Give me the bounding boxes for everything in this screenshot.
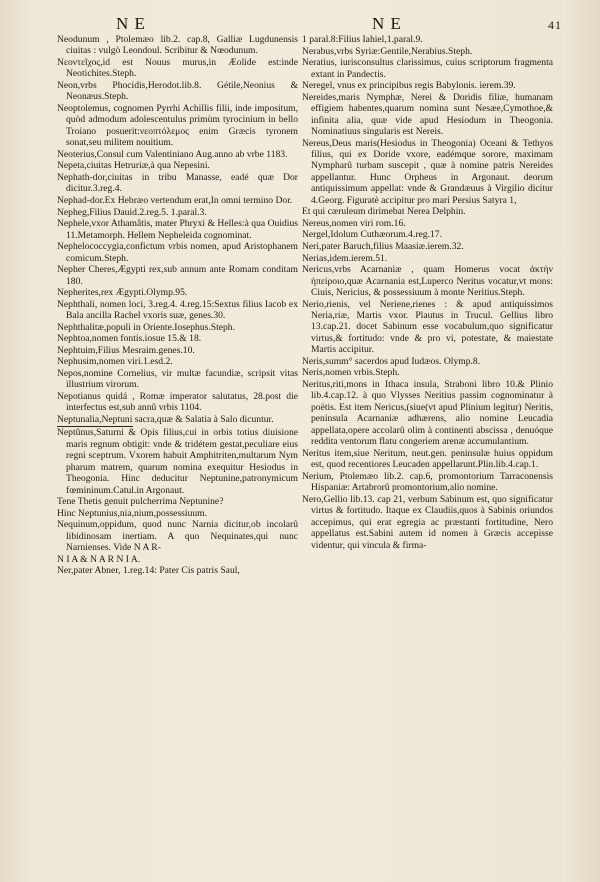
- dictionary-entry: Neris,summ° sacerdos apud Iudæos. Olymp.8.: [302, 355, 481, 367]
- dictionary-entry: Nephad-dor.Ex Hebræo vertendum erat,In omni termino Dor.: [57, 195, 293, 206]
- dictionary-entry: Hinc Neptunius,nia,nium,possessiuum.: [57, 507, 208, 519]
- dictionary-entry: Neoterius,Consul cum Valentiniano Aug.anno ab vrbe 1183.: [57, 148, 288, 160]
- dictionary-entry: Neritus item,siue Neritum, neut.gen. peninsulæ huius oppidum est, quod recentiores Leucaden appellarunt.Plin.lib.4.cap.1.: [302, 447, 553, 471]
- dictionary-entry: Neri,pater Baruch,filius Maasiæ.ierem.32.: [302, 241, 464, 252]
- dictionary-entry: Nephthali, nomen loci, 3.reg.4. 4.reg.15:Sextus filius Iacob ex Bala ancilla Rachel vxoris suæ, genes.30.: [57, 298, 298, 322]
- dictionary-entry: Et qui cæruleum dirimebat Nerea Delphin.: [302, 206, 466, 218]
- dictionary-entry: Tene Thetis genuit pulcherrima Neptunine?: [57, 496, 224, 508]
- dictionary-entry: Neris,nomen vrbis.Steph.: [302, 367, 400, 379]
- dictionary-entry: Nepotianus quidá , Romæ imperator salutatus, 28.post die interfectus est,sub annû vrbis 1104.: [57, 390, 298, 414]
- dictionary-entry: Nephele,vxor Athamâtis, mater Phryxi & Helles:à qua Ouidius 11.Metamorph. Hellem Nepheleida cognominat.: [57, 218, 298, 241]
- dictionary-entry: Neregel, vnus ex principibus regis Babylonis. ierem.39.: [302, 80, 516, 92]
- dictionary-entry: Nericus,vrbs Acarnaniæ , quam Homerus vocat ἀκτὴν ἠπείροιο,quæ Acarnania est,Luperco Neritus vocatur,vt mons: Ciuis, Nericius, & possessiuum à monte Neritius.Steph.: [302, 264, 553, 298]
- dictionary-entry: Nerabus,vrbs Syriæ:Gentile,Nerabius.Steph.: [302, 45, 473, 57]
- dictionary-entry: Nereus,nomen viri rom.16.: [302, 217, 406, 229]
- dictionary-entry: Nerias,idem.ierem.51.: [302, 252, 388, 264]
- running-header: [0, 6, 600, 33]
- dictionary-entry: Nerium, Ptolemæo lib.2. cap.6, promontorium Tarraconensis Hispaniæ: Artabrorû promontorium,alio nomine.: [302, 470, 553, 494]
- dictionary-entry: Neptûnus,Saturni & Opis filius,cui in orbis totius diuisione maris regnum obtigit: vnde & tridétem gestat,peculiare eius regni sceptrum. Vxorem habuit Amphitriten,multarum Nym pharum matrem, quarum nomina exequitur Hesiodus in Theogonia. Hinc deducitur Neptunine,patronymicum fœmininum.Catul.in Argonaut.: [57, 427, 298, 496]
- dictionary-entry: 1 paral.8:Filius Iahiel,1.paral.9.: [302, 34, 423, 45]
- dictionary-entry: Neodunum , Ptolemæo lib.2. cap.8, Galliæ Lugdunensis ciuitas : vulgò Leondoul. Scribitur & Nœodunum.: [57, 34, 298, 57]
- dictionary-entry: Nephelococcygia,confictum vrbis nomen, apud Aristophanem comicum.Steph.: [57, 241, 298, 264]
- dictionary-entry: Nephath-dor,ciuitas in tribu Manasse, eadé quæ Dor dicitur.3.reg.4.: [57, 172, 298, 195]
- dictionary-entry: N I A & N A R N I A.: [57, 553, 141, 565]
- dictionary-entry: Nephtoa,nomen fontis.iosue 15.& 18.: [57, 333, 202, 345]
- dictionary-entry: Neptunalia,Neptuni sacra,quæ & Salatia à Salo dicuntur.: [57, 413, 274, 425]
- dictionary-entry: Nephusim,nomen viri.1.esd.2.: [57, 356, 173, 368]
- dictionary-entry: Nero,Gellio lib.13. cap 21, verbum Sabinum est, quo significatur virtus & fortitudo. Itaque ex Claudiis,quos à Sabinis oriundos accepimus, qui erat egregia ac præstanti fortitudine, Nero appellatus est.Sabini autem id nomen à Græcis accepisse videntur, qui vincula & firma-: [302, 493, 553, 551]
- dictionary-entry: Nepeta,ciuitas Hetruriæ,à qua Nepesini.: [57, 160, 210, 172]
- dictionary-entry: Neritus,riti,mons in Ithaca insula, Straboni libro 10.& Plinio lib.4.cap.12. à quo Vlysses Neritius passim cognominatur à poëtis. Est item Nericus,(siue(vt apud Plinium legitur) Neritis, peninsula Acarnaniæ adhærens, alio nomine Leucadia appellata,opere accolarû olim à continenti abscissa , denuóque reddita ventorum flatu congeriem arenæ accumulantium.: [302, 379, 553, 448]
- dictionary-entry: Nepheg,Filius Dauid.2.reg.5. 1.paral.3.: [57, 206, 207, 218]
- dictionary-entry: Neratius, iurisconsultus clarissimus, cuius scriptorum fragmenta extant in Pandectis.: [302, 57, 553, 80]
- dictionary-entry: Nereus,Deus maris(Hesiodus in Theogonia) Oceani & Tethyos filius, qui ex Doride vxore, eadémque sorore, maximam Nympharû turbam suscepit , quæ à nomine patris Nereides appellantur. Hunc Orpheus in Argonaut. deorum antiquissimum appellat: vnde & Grandæuus à Virgilio dicitur 4.Georg. Figuratè accipitur pro mari Persius Satyra 1,: [302, 137, 553, 206]
- dictionary-entry: Neoptolemus, cognomen Pyrrhi Achillis filii, inde impositum, quòd admodum adolescentulus primùm tyrocinium in bello Troiano posuerit:νεοπτόλεμος enim Græcis tyronem sonat,seu militem nouitium.: [57, 103, 298, 149]
- dictionary-entry: Nepherites,rex Ægypti.Olymp.95.: [57, 287, 188, 299]
- header-right-letters: N E: [372, 14, 402, 33]
- dictionary-entry: Νεοντεῖχος,id est Nouus murus,in Æolide est:inde Neotichites.Steph.: [57, 57, 298, 80]
- dictionary-entry: Nequinum,oppidum, quod nunc Narnia dicitur,ob incolarû libidinosam inertiam. A quo Nequinates,qui nunc Narnienses. Vide N A R-: [57, 519, 298, 554]
- right-column: [302, 34, 553, 551]
- dictionary-entry: Nepos,nomine Cornelius, vir multæ facundiæ, scripsit vitas illustrium virorum.: [57, 367, 298, 391]
- dictionary-entry: Neon,vrbs Phocidis,Herodot.lib.8. Gétile,Neonius & Neonæus.Steph.: [57, 80, 298, 103]
- dictionary-entry: Nephtuim,Filius Mesraim.genes.10.: [57, 344, 195, 356]
- page-number: 41: [548, 18, 562, 32]
- dictionary-entry: Nepher Cheres,Ægypti rex,sub annum ante Romam conditam 180.: [57, 264, 298, 287]
- header-left-letters: N E: [116, 14, 146, 33]
- dictionary-entry: Nereides,maris Nymphæ, Nerei & Doridis filiæ, humanam effigiem habentes,quarum nomina sunt Nesæe,Cymothoe,& infinita alia, quæ vide apud Hesiodum in Theogonia. Nominatiuus singularis est Nereis.: [302, 91, 553, 137]
- dictionary-entry: Ner,pater Abner, 1.reg.14: Pater Cis patris Saul,: [57, 565, 240, 577]
- dictionary-entry: Nergel,Idolum Cuthæorum.4.reg.17.: [302, 229, 442, 241]
- dictionary-entry: Nerio,rienis, vel Neriene,rienes : & apud antiquissimos Neria,riæ, Martis vxor. Plautus in Trucul. Gellius libro 13.cap.21. docet Sabinum esse vocabulum,quo significatur virtus,& fortitudo: vnde & pro vi, potestate, & maiestate Martis accipitur.: [302, 298, 553, 356]
- left-column: [57, 34, 298, 577]
- dictionary-entry: Nephthalitæ,populi in Oriente.Iosephus.Steph.: [57, 321, 235, 333]
